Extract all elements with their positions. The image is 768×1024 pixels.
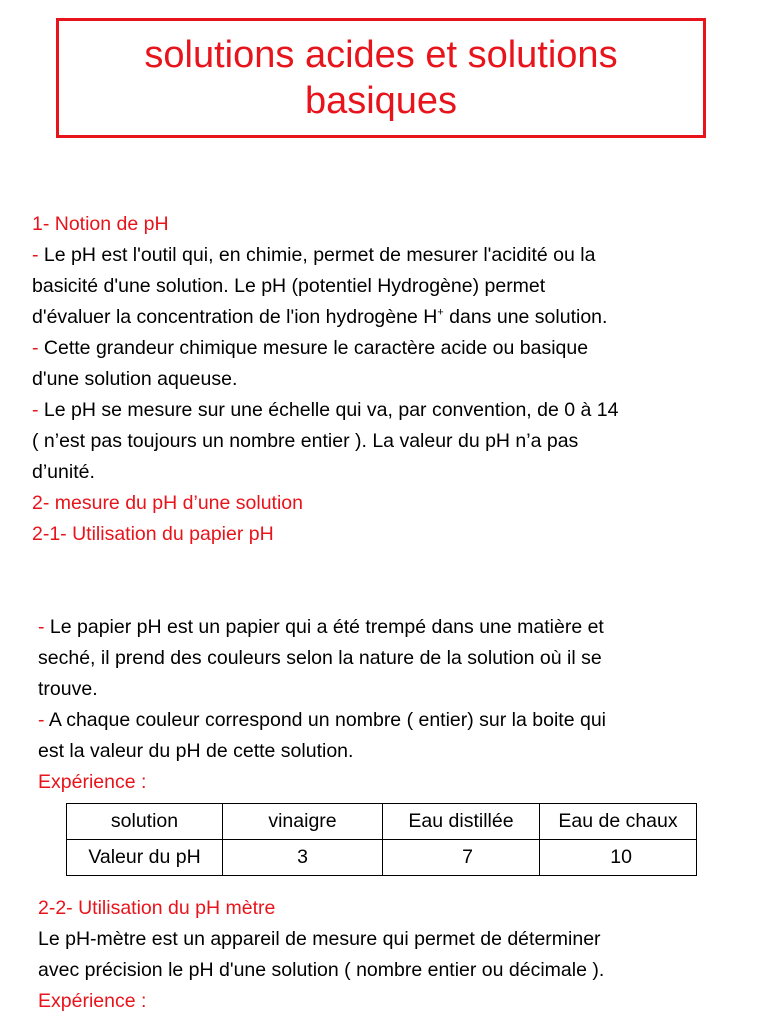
para-1-text-1: Le pH est l'outil qui, en chimie, permet de mesurer l'acidité ou la [38, 244, 596, 266]
table-cell: 10 [540, 840, 697, 876]
paper-block [38, 612, 606, 798]
bullet-dash: - [32, 244, 39, 266]
table-cell: 7 [383, 840, 540, 876]
table-header-cell: Eau distillée [383, 804, 540, 840]
ph-table [66, 803, 697, 876]
title-line-1: solutions acides et solutions [144, 34, 618, 76]
experience-label-1: Expérience : [38, 771, 147, 793]
section-2-1-heading: 2-1- Utilisation du papier pH [32, 523, 274, 545]
ph-meter-block [38, 893, 604, 1017]
ph-meter-line-1: Le pH-mètre est un appareil de mesure qui permet de déterminer [38, 928, 601, 950]
table-header-row [67, 804, 697, 840]
para-2-line-1 [32, 333, 618, 364]
paper-para-2-line-1 [38, 705, 606, 736]
para-1-line-1 [32, 240, 618, 271]
para-1-text-3b: dans une solution. [443, 306, 608, 328]
bullet-dash: - [32, 337, 39, 359]
para-3-line-1 [32, 395, 618, 426]
table-header-cell: Eau de chaux [540, 804, 697, 840]
title-box [56, 18, 706, 138]
experience-label-2: Expérience : [38, 990, 147, 1012]
para-3-line-3: d’unité. [32, 461, 95, 483]
para-2-text-1: Cette grandeur chimique mesure le caractère acide ou basique [38, 337, 589, 359]
table-cell: 3 [223, 840, 383, 876]
para-2-line-2: d'une solution aqueuse. [32, 368, 238, 390]
para-1-line-3 [32, 302, 618, 333]
para-3-line-2: ( n’est pas toujours un nombre entier ). La valeur du pH n’a pas [32, 430, 579, 452]
para-1-text-3a: d'évaluer la concentration de l'ion hydrogène H [32, 306, 438, 328]
title-line-2: basiques [304, 80, 458, 122]
paper-para-1-text-1: Le papier pH est un papier qui a été trempé dans une matière et [44, 616, 604, 638]
paper-para-1-line-2: seché, il prend des couleurs selon la nature de la solution où il se [38, 647, 602, 669]
paper-para-1-line-3: trouve. [38, 678, 98, 700]
para-3-text-1: Le pH se mesure sur une échelle qui va, par convention, de 0 à 14 [38, 399, 619, 421]
section-1-heading: 1- Notion de pH [32, 213, 169, 235]
section-2-heading: 2- mesure du pH d’une solution [32, 492, 303, 514]
paper-para-2-line-2: est la valeur du pH de cette solution. [38, 740, 354, 762]
ph-meter-line-2: avec précision le pH d'une solution ( nombre entier ou décimale ). [38, 959, 605, 981]
hydrogen-charge: + [437, 306, 444, 319]
bullet-dash: - [32, 399, 39, 421]
paper-para-2-text-1: A chaque couleur correspond un nombre ( entier) sur la boite qui [44, 709, 607, 731]
bullet-dash: - [38, 616, 45, 638]
table-cell: Valeur du pH [67, 840, 223, 876]
table-row [67, 840, 697, 876]
table-header-cell: vinaigre [223, 804, 383, 840]
section-2-2-heading: 2-2- Utilisation du pH mètre [38, 897, 276, 919]
section-1-block [32, 209, 618, 550]
table-header-cell: solution [67, 804, 223, 840]
page-title [81, 32, 681, 124]
paper-para-1-line-1 [38, 612, 606, 643]
bullet-dash: - [38, 709, 45, 731]
para-1-line-2: basicité d'une solution. Le pH (potentiel Hydrogène) permet [32, 275, 546, 297]
